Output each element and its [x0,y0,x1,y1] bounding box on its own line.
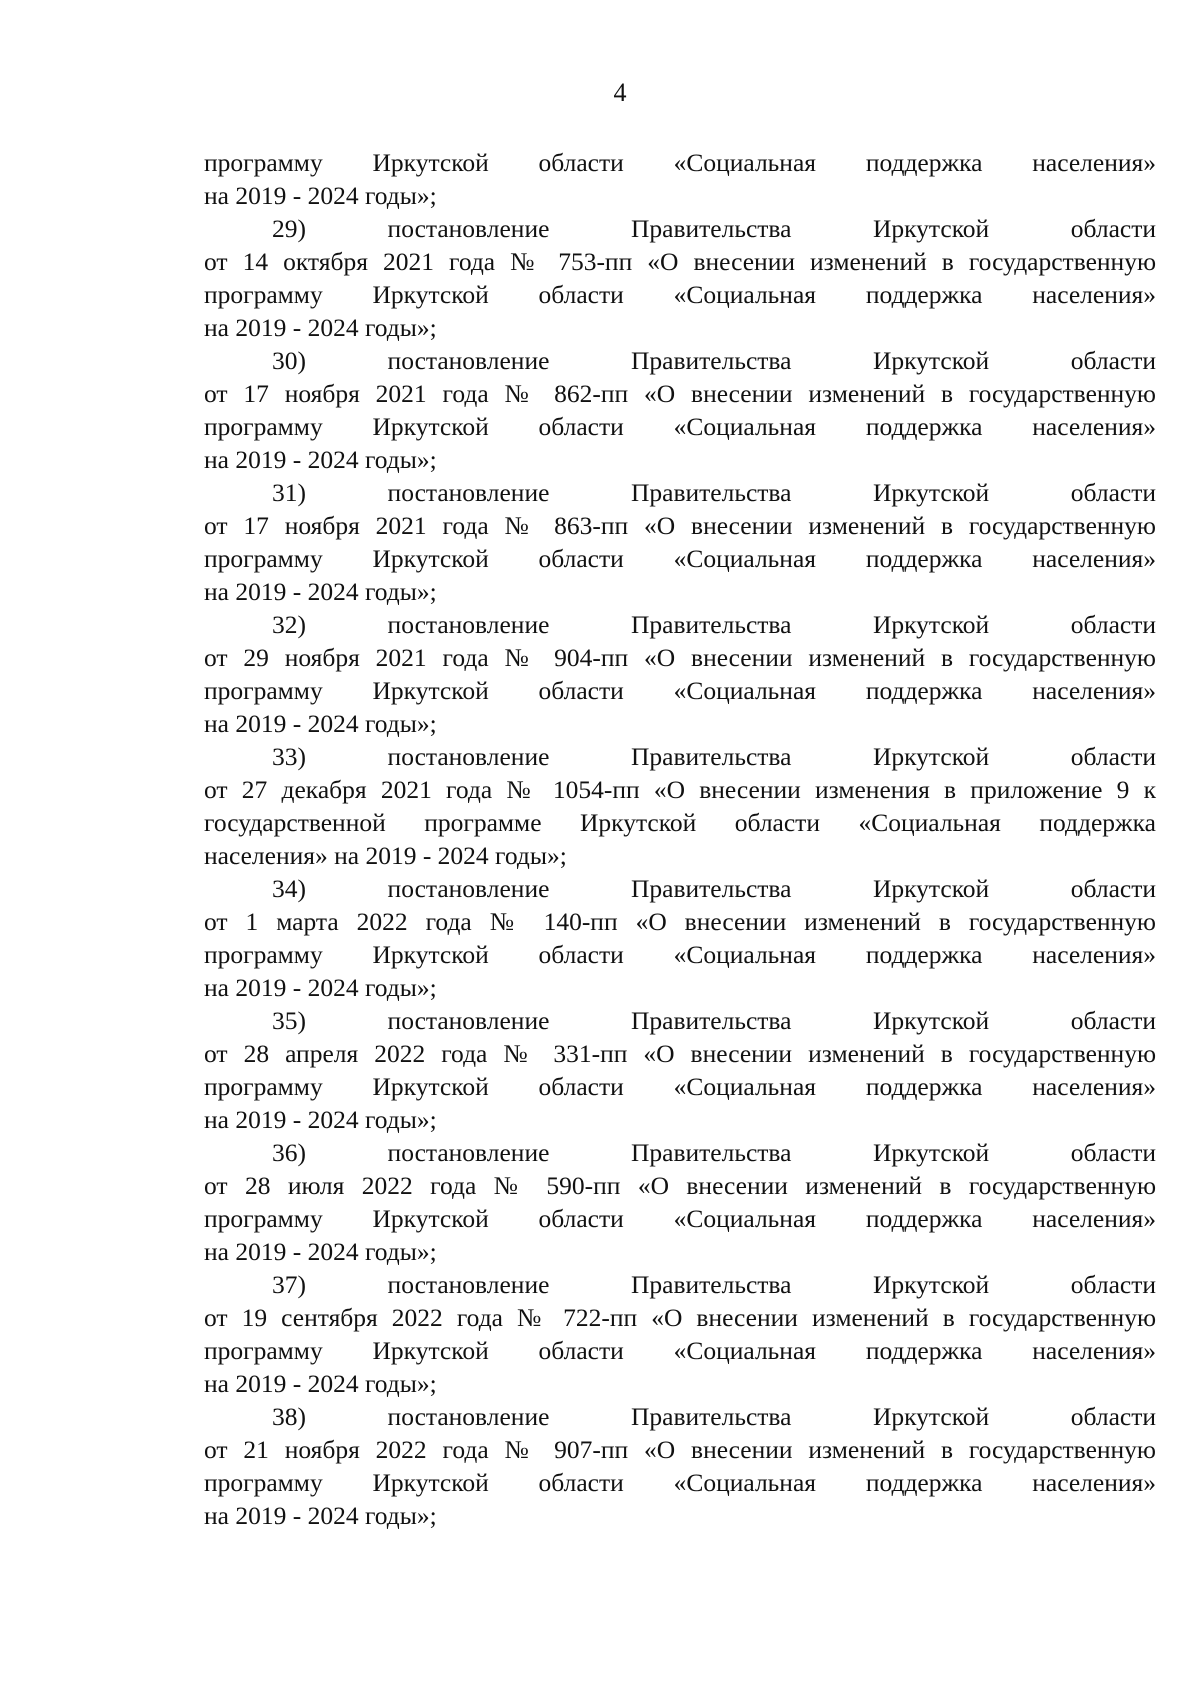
text-line: программу Иркутской области «Социальная поддержка населения» [204,148,1156,177]
list-item-35-heading: 35) постановление Правительства Иркутской области [272,1006,1156,1035]
text-line: на 2019 - 2024 годы»; [204,181,437,210]
text-line: программу Иркутской области «Социальная поддержка населения» [204,280,1156,309]
text-line: программу Иркутской области «Социальная поддержка населения» [204,676,1156,705]
list-item-29-heading: 29) постановление Правительства Иркутской области [272,214,1156,243]
text-line: от 1 марта 2022 года № 140-пп «О внесении изменений в государственную [204,907,1156,936]
page-number: 4 [613,78,627,107]
list-item-32-heading: 32) постановление Правительства Иркутской области [272,610,1156,639]
list-item-37-heading: 37) постановление Правительства Иркутской области [272,1270,1156,1299]
text-line: программу Иркутской области «Социальная поддержка населения» [204,1204,1156,1233]
text-line: на 2019 - 2024 годы»; [204,445,437,474]
text-line: государственной программе Иркутской области «Социальная поддержка [204,808,1156,837]
text-line: от 17 ноября 2021 года № 863-пп «О внесении изменений в государственную [204,511,1156,540]
document-body [204,146,1156,1532]
text-line: на 2019 - 2024 годы»; [204,1501,437,1530]
text-line: программу Иркутской области «Социальная поддержка населения» [204,1336,1156,1365]
text-line: на 2019 - 2024 годы»; [204,973,437,1002]
list-item-36-heading: 36) постановление Правительства Иркутской области [272,1138,1156,1167]
text-line: от 21 ноября 2022 года № 907-пп «О внесении изменений в государственную [204,1435,1156,1464]
text-line: от 27 декабря 2021 года № 1054-пп «О внесении изменения в приложение 9 к [204,775,1156,804]
list-item-34-heading: 34) постановление Правительства Иркутской области [272,874,1156,903]
text-line: программу Иркутской области «Социальная поддержка населения» [204,1072,1156,1101]
text-line: от 14 октября 2021 года № 753-пп «О внесении изменений в государственную [204,247,1156,276]
text-line: на 2019 - 2024 годы»; [204,313,437,342]
text-line: от 28 июля 2022 года № 590-пп «О внесении изменений в государственную [204,1171,1156,1200]
text-line: от 17 ноября 2021 года № 862-пп «О внесении изменений в государственную [204,379,1156,408]
list-item-30-heading: 30) постановление Правительства Иркутской области [272,346,1156,375]
text-line: населения» на 2019 - 2024 годы»; [204,841,567,870]
text-line: от 29 ноября 2021 года № 904-пп «О внесении изменений в государственную [204,643,1156,672]
text-line: от 28 апреля 2022 года № 331-пп «О внесении изменений в государственную [204,1039,1156,1068]
list-item-38-heading: 38) постановление Правительства Иркутской области [272,1402,1156,1431]
text-line: на 2019 - 2024 годы»; [204,577,437,606]
text-line: на 2019 - 2024 годы»; [204,1369,437,1398]
list-item-31-heading: 31) постановление Правительства Иркутской области [272,478,1156,507]
text-line: программу Иркутской области «Социальная поддержка населения» [204,544,1156,573]
text-line: на 2019 - 2024 годы»; [204,1237,437,1266]
text-line: программу Иркутской области «Социальная поддержка населения» [204,940,1156,969]
text-line: на 2019 - 2024 годы»; [204,1105,437,1134]
text-line: программу Иркутской области «Социальная поддержка населения» [204,412,1156,441]
text-line: на 2019 - 2024 годы»; [204,709,437,738]
text-line: программу Иркутской области «Социальная поддержка населения» [204,1468,1156,1497]
text-line: от 19 сентября 2022 года № 722-пп «О внесении изменений в государственную [204,1303,1156,1332]
list-item-33-heading: 33) постановление Правительства Иркутской области [272,742,1156,771]
